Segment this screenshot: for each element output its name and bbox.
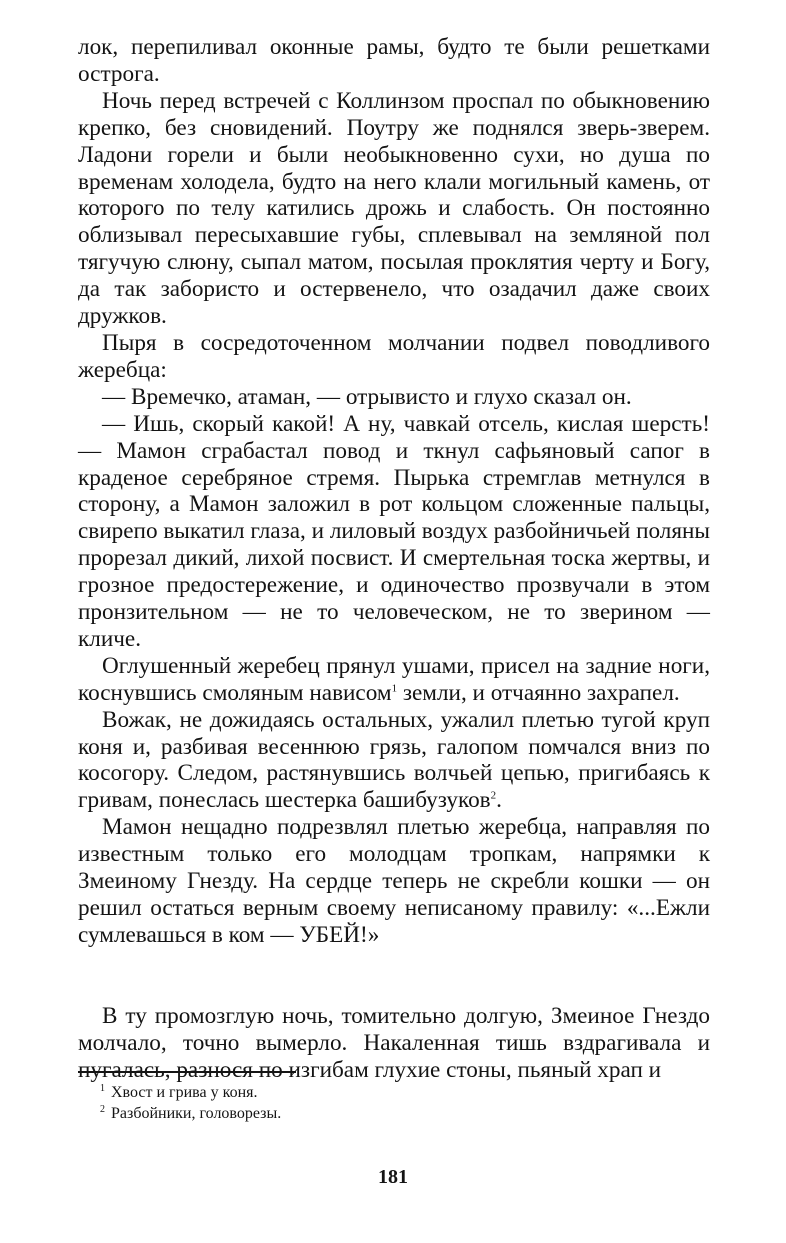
footnote <box>100 1082 700 1103</box>
paragraph-text: Оглушенный жеребец прянул ушами, присел на задние ноги, коснувшись смоляным нависом <box>78 652 710 706</box>
paragraph: лок, перепиливал оконные рамы, будто те были решетками острога. <box>78 34 710 87</box>
footnote-marker: 1 <box>391 682 398 695</box>
paragraph-text: земли, и отчаянно захрапел. <box>397 679 680 706</box>
footnote-number: 1 <box>100 1082 105 1094</box>
dialogue-line: — Ишь, скорый какой! А ну, чавкай отсель, кислая шерсть! — Мамон сграбастал повод и ткнул сафьяновый сапог в краденое серебряное стремя. Пырька стремглав метнулся в сторону, а Мамон заложил в рот кольцом сложенные пальцы, свирепо выкатил глаза, и лиловый воздух разбойничьей поляны прорезал дикий, лихой посвист. И смертельная тоска жертвы, и грозное предостережение, и одиночество прозвучали в этом пронзительном — не то человеческом, не то зверином — кличе. <box>78 410 710 652</box>
paragraph: Пыря в сосредоточенном молчании подвел поводливого жеребца: <box>78 329 710 383</box>
paragraph <box>78 707 710 815</box>
paragraph-text: Вожак, не дожидаясь остальных, ужалил плетью тугой круп коня и, разбивая весеннюю грязь, галопом помчался вниз по косогору. Следом, растянувшись волчьей цепью, пригибаясь к гривам, понеслась шестерка башибузуков <box>78 706 710 814</box>
paragraph: Мамон нещадно подрезвлял плетью жеребца, направляя по известным только его молодцам тропкам, напрямки к Змеиному Гнезду. На сердце теперь не скребли кошки — он решил остаться верным своему неписаному правилу: «...Ежли сумлевашься в ком — УБЕЙ!» <box>78 814 710 948</box>
page-number: 181 <box>378 1166 408 1188</box>
footnote-number: 2 <box>100 1103 105 1115</box>
paragraph-text: . <box>496 787 502 814</box>
footnote <box>100 1103 700 1124</box>
footnotes <box>100 1082 700 1124</box>
main-text <box>78 34 710 1084</box>
footnote-text: Хвост и грива у коня. <box>111 1084 258 1101</box>
footnote-marker: 2 <box>490 789 497 802</box>
paragraph: Ночь перед встречей с Коллинзом проспал по обыкновению крепко, без сновидений. Поутру же поднялся зверь-зверем. Ладони горели и были необыкновенно сухи, но душа по временам холодела, будто на него клали могильный камень, от которого по телу катились дрожь и слабость. Он постоянно облизывал пересыхавшие губы, сплевывал на земляной пол тягучую слюну, сыпал матом, посылая проклятия черту и Богу, да так забористо и остервенело, что озадачил даже своих дружков. <box>78 87 710 330</box>
paragraph: В ту промозглую ночь, томительно долгую, Змеиное Гнездо молчало, точно вымерло. Накаленная тишь вздрагивала и пугалась, разнося по изгибам глухие стоны, пьяный храп и <box>78 1002 710 1083</box>
footnote-text: Разбойники, головорезы. <box>111 1105 282 1122</box>
paragraph <box>78 653 710 707</box>
dialogue-line: — Времечко, атаман, — отрывисто и глухо сказал он. <box>102 383 632 410</box>
footnote-divider <box>78 1071 296 1073</box>
